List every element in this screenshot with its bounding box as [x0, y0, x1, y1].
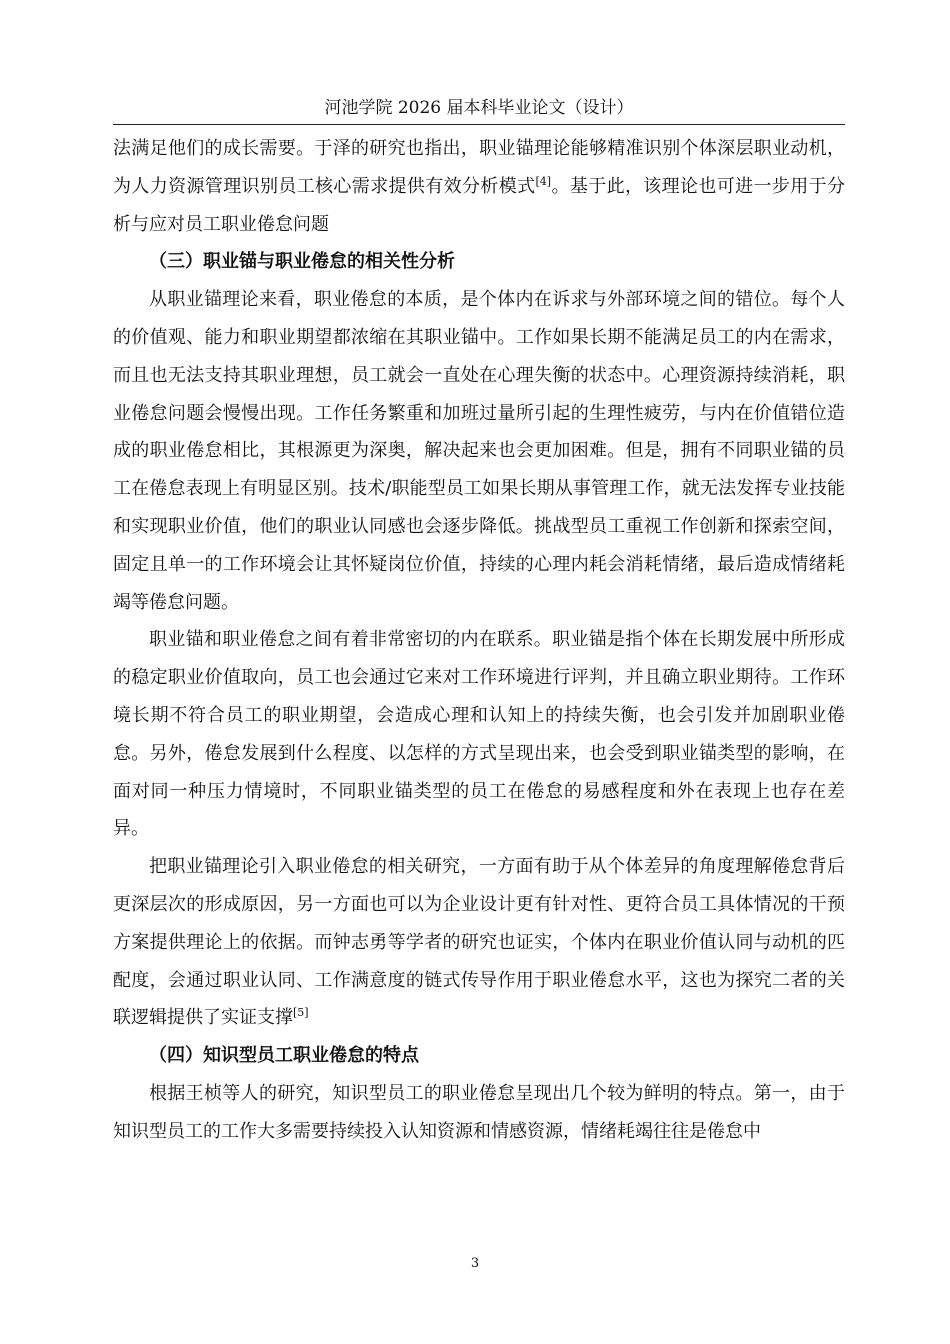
section-heading-4: （四）知识型员工职业倦怠的特点: [149, 1045, 419, 1067]
paragraph-text: 把职业锚理论引入职业倦怠的相关研究，一方面有助于从个体差异的角度理解倦怠背后更深层次的形成原因，另一方面也可以为企业设计更有针对性、更符合员工具体情况的干预方案提供理论上的依据。而钟志勇等学者的研究也证实，个体内在职业价值认同与动机的匹配度，会通过职业认同、工作满意度的链式传导作用于职业倦怠水平，这也为探究二者的关联逻辑提供了实证支撑: [113, 856, 845, 1029]
paragraph: 从职业锚理论来看，职业倦怠的本质，是个体内在诉求与外部环境之间的错位。每个人的价值观、能力和职业期望都浓缩在其职业锚中。工作如果长期不能满足员工的内在需求，而且也无法支持其职业理想，员工就会一直处在心理失衡的状态中。心理资源持续消耗，职业倦怠问题会慢慢出现。工作任务繁重和加班过量所引起的生理性疲劳，与内在价值错位造成的职业倦怠相比，其根源更为深奥，解决起来也会更加困难。但是，拥有不同职业锚的员工在倦怠表现上有明显区别。技术/职能型员工如果长期从事管理工作，就无法发挥专业技能和实现职业价值，他们的职业认同感也会逐步降低。挑战型员工重视工作创新和探索空间，固定且单一的工作环境会让其怀疑岗位价值，持续的心理内耗会消耗情绪，最后造成情绪耗竭等倦怠问题。: [113, 289, 845, 613]
paragraph: 职业锚和职业倦怠之间有着非常密切的内在联系。职业锚是指个体在长期发展中所形成的稳定职业价值取向，员工也会通过它来对工作环境进行评判，并且确立职业期待。工作环境长期不符合员工的职业期望，会造成心理和认知上的持续失衡，也会引发并加剧职业倦怠。另外，倦怠发展到什么程度、以怎样的方式呈现出来，也会受到职业锚类型的影响，在面对同一种压力情境时，不同职业锚类型的员工在倦怠的易感程度和外在表现上也存在差异。: [113, 629, 845, 840]
citation-marker: [4]: [535, 174, 552, 188]
running-header: 河池学院 2026 届本科毕业论文（设计）: [324, 98, 634, 118]
paragraph-continued: [113, 130, 845, 243]
section-heading-3: （三）职业锚与职业倦怠的相关性分析: [149, 251, 455, 273]
page-number: 3: [470, 1256, 480, 1271]
citation-marker: [5]: [293, 1006, 309, 1020]
page-body: [113, 130, 845, 1151]
header-rule: [113, 124, 845, 125]
paragraph-text: 法满足他们的成长需要。于泽的研究也指出，职业锚理论能够精准识别个体深层职业动机，为人力资源管理识别员工核心需求提供有效分析模式: [113, 138, 845, 197]
paragraph-text: 。基于此，该理论也可进一步用于分析与应对员工职业倦怠问题: [113, 175, 846, 235]
paragraph: 根据王桢等人的研究，知识型员工的职业倦怠呈现出几个较为鲜明的特点。第一，由于知识型员工的工作大多需要持续投入认知资源和情感资源，情绪耗竭往往是倦怠中: [113, 1082, 845, 1142]
paragraph: [113, 848, 845, 1037]
